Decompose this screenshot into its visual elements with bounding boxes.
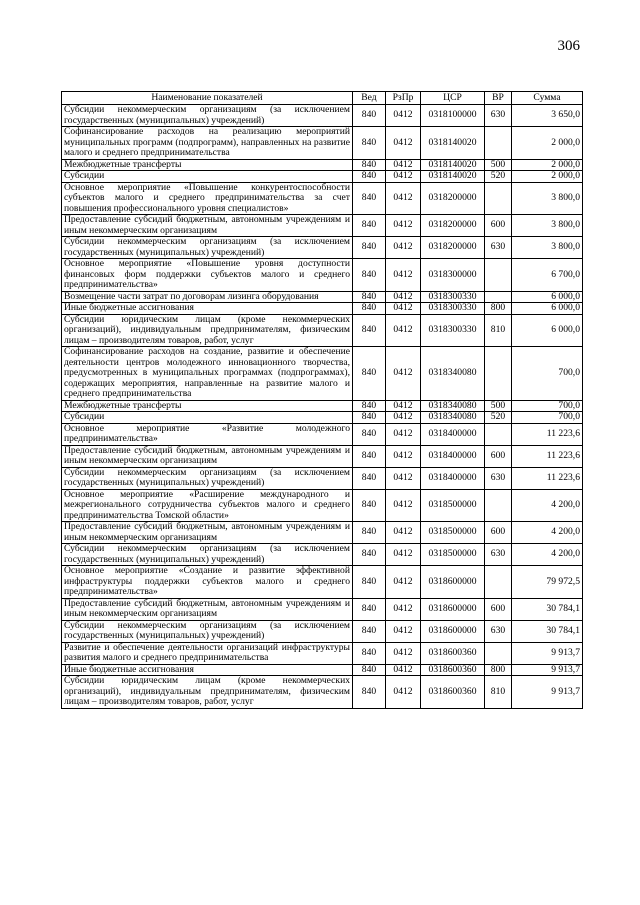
cell-sum: 3 800,0 (512, 237, 583, 259)
cell-name: Иные бюджетные ассигнования (62, 664, 353, 676)
cell-name: Основное мероприятие «Повышение конкурентоспособности субъектов малого и среднего предпринимательства за счет повышения профессионального уровня специалистов» (62, 182, 353, 215)
cell-ved: 840 (353, 159, 386, 171)
cell-vr: 630 (485, 237, 512, 259)
cell-vr (485, 489, 512, 522)
cell-csr: 0318140020 (421, 159, 485, 171)
cell-ved: 840 (353, 127, 386, 160)
cell-rzpr: 0412 (386, 412, 421, 424)
cell-ved: 840 (353, 291, 386, 303)
cell-vr: 600 (485, 215, 512, 237)
cell-rzpr: 0412 (386, 620, 421, 642)
cell-ved: 840 (353, 182, 386, 215)
cell-rzpr: 0412 (386, 171, 421, 183)
cell-vr (485, 127, 512, 160)
cell-csr: 0318340080 (421, 400, 485, 412)
header-ved: Вед (353, 92, 386, 105)
cell-sum: 11 223,6 (512, 467, 583, 489)
cell-sum: 6 700,0 (512, 259, 583, 292)
table-row (62, 467, 583, 489)
table-row (62, 347, 583, 401)
table-row (62, 303, 583, 315)
table-row (62, 159, 583, 171)
header-rzpr: РзПр (386, 92, 421, 105)
cell-ved: 840 (353, 423, 386, 445)
cell-csr: 0318300330 (421, 314, 485, 347)
cell-name: Субсидии некоммерческим организациям (за исключением государственных (муниципальных) учреждений) (62, 237, 353, 259)
cell-rzpr: 0412 (386, 423, 421, 445)
cell-sum: 700,0 (512, 347, 583, 401)
cell-sum: 6 000,0 (512, 291, 583, 303)
table-row (62, 489, 583, 522)
cell-name: Предоставление субсидий бюджетным, автономным учреждениям и иным некоммерческим организациям (62, 445, 353, 467)
cell-rzpr: 0412 (386, 544, 421, 566)
table-row (62, 259, 583, 292)
cell-sum: 700,0 (512, 400, 583, 412)
cell-vr: 520 (485, 171, 512, 183)
cell-name: Субсидии некоммерческим организациям (за исключением государственных (муниципальных) учреждений) (62, 105, 353, 127)
cell-rzpr: 0412 (386, 291, 421, 303)
cell-csr: 0318400000 (421, 445, 485, 467)
cell-csr: 0318300000 (421, 259, 485, 292)
cell-name: Основное мероприятие «Создание и развитие эффективной инфраструктуры поддержки субъектов малого и среднего предпринимательства» (62, 566, 353, 599)
cell-sum: 3 650,0 (512, 105, 583, 127)
cell-ved: 840 (353, 489, 386, 522)
cell-csr: 0318340080 (421, 412, 485, 424)
cell-ved: 840 (353, 467, 386, 489)
cell-csr: 0318600000 (421, 598, 485, 620)
cell-name: Субсидии некоммерческим организациям (за исключением государственных (муниципальных) учреждений) (62, 467, 353, 489)
table-row (62, 598, 583, 620)
cell-csr: 0318200000 (421, 182, 485, 215)
cell-sum: 3 800,0 (512, 215, 583, 237)
cell-name: Возмещение части затрат по договорам лизинга оборудования (62, 291, 353, 303)
cell-csr: 0318100000 (421, 105, 485, 127)
cell-vr: 810 (485, 314, 512, 347)
cell-name: Субсидии (62, 171, 353, 183)
cell-rzpr: 0412 (386, 127, 421, 160)
cell-sum: 2 000,0 (512, 171, 583, 183)
cell-sum: 6 000,0 (512, 303, 583, 315)
table-row (62, 544, 583, 566)
cell-vr (485, 566, 512, 599)
cell-vr (485, 423, 512, 445)
cell-rzpr: 0412 (386, 303, 421, 315)
cell-vr: 630 (485, 620, 512, 642)
cell-ved: 840 (353, 642, 386, 664)
table-row (62, 215, 583, 237)
cell-rzpr: 0412 (386, 566, 421, 599)
cell-ved: 840 (353, 237, 386, 259)
table-row (62, 314, 583, 347)
header-sum: Сумма (512, 92, 583, 105)
cell-vr (485, 642, 512, 664)
cell-sum: 11 223,6 (512, 445, 583, 467)
cell-csr: 0318200000 (421, 215, 485, 237)
cell-csr: 0318400000 (421, 423, 485, 445)
cell-vr: 600 (485, 522, 512, 544)
cell-name: Предоставление субсидий бюджетным, автономным учреждениям и иным некоммерческим организациям (62, 522, 353, 544)
table-row (62, 291, 583, 303)
cell-rzpr: 0412 (386, 467, 421, 489)
cell-rzpr: 0412 (386, 400, 421, 412)
cell-name: Предоставление субсидий бюджетным, автономным учреждениям и иным некоммерческим организациям (62, 598, 353, 620)
table-row (62, 676, 583, 709)
cell-ved: 840 (353, 314, 386, 347)
table-row (62, 412, 583, 424)
cell-ved: 840 (353, 620, 386, 642)
cell-sum: 4 200,0 (512, 544, 583, 566)
cell-sum: 2 000,0 (512, 127, 583, 160)
cell-csr: 0318200000 (421, 237, 485, 259)
table-row (62, 400, 583, 412)
cell-rzpr: 0412 (386, 489, 421, 522)
cell-vr: 600 (485, 598, 512, 620)
cell-ved: 840 (353, 215, 386, 237)
cell-vr: 520 (485, 412, 512, 424)
cell-sum: 30 784,1 (512, 620, 583, 642)
table-row (62, 171, 583, 183)
cell-vr (485, 182, 512, 215)
cell-ved: 840 (353, 676, 386, 709)
cell-rzpr: 0412 (386, 314, 421, 347)
table-row (62, 423, 583, 445)
cell-ved: 840 (353, 171, 386, 183)
cell-sum: 2 000,0 (512, 159, 583, 171)
cell-name: Основное мероприятие «Повышение уровня доступности финансовых форм поддержки субъектов малого и среднего предпринимательства» (62, 259, 353, 292)
cell-name: Софинансирование расходов на реализацию мероприятий муниципальных программ (подпрограмм), направленных на развитие малого и среднего предпринимательства (62, 127, 353, 160)
cell-rzpr: 0412 (386, 642, 421, 664)
cell-csr: 0318600360 (421, 676, 485, 709)
cell-csr: 0318600000 (421, 566, 485, 599)
cell-vr: 630 (485, 544, 512, 566)
cell-csr: 0318400000 (421, 467, 485, 489)
cell-vr: 800 (485, 303, 512, 315)
cell-vr (485, 291, 512, 303)
cell-name: Межбюджетные трансферты (62, 159, 353, 171)
table-header-row (62, 92, 583, 105)
cell-csr: 0318300330 (421, 303, 485, 315)
cell-sum: 4 200,0 (512, 522, 583, 544)
cell-rzpr: 0412 (386, 664, 421, 676)
cell-vr (485, 347, 512, 401)
cell-rzpr: 0412 (386, 215, 421, 237)
header-name: Наименование показателей (62, 92, 353, 105)
table-row (62, 620, 583, 642)
cell-rzpr: 0412 (386, 347, 421, 401)
cell-ved: 840 (353, 303, 386, 315)
table-row (62, 445, 583, 467)
cell-csr: 0318500000 (421, 489, 485, 522)
cell-name: Субсидии некоммерческим организациям (за исключением государственных (муниципальных) учреждений) (62, 620, 353, 642)
cell-vr: 800 (485, 664, 512, 676)
header-csr: ЦСР (421, 92, 485, 105)
cell-csr: 0318600000 (421, 620, 485, 642)
cell-csr: 0318500000 (421, 522, 485, 544)
cell-vr: 500 (485, 400, 512, 412)
cell-sum: 700,0 (512, 412, 583, 424)
cell-ved: 840 (353, 598, 386, 620)
cell-sum: 3 800,0 (512, 182, 583, 215)
cell-ved: 840 (353, 400, 386, 412)
cell-name: Межбюджетные трансферты (62, 400, 353, 412)
cell-sum: 11 223,6 (512, 423, 583, 445)
table-row (62, 664, 583, 676)
cell-name: Иные бюджетные ассигнования (62, 303, 353, 315)
cell-sum: 30 784,1 (512, 598, 583, 620)
cell-csr: 0318340080 (421, 347, 485, 401)
cell-ved: 840 (353, 544, 386, 566)
cell-vr: 810 (485, 676, 512, 709)
table-row (62, 127, 583, 160)
cell-ved: 840 (353, 445, 386, 467)
cell-vr: 600 (485, 445, 512, 467)
cell-ved: 840 (353, 522, 386, 544)
cell-ved: 840 (353, 259, 386, 292)
cell-vr: 500 (485, 159, 512, 171)
table-row (62, 237, 583, 259)
cell-csr: 0318140020 (421, 171, 485, 183)
table-row (62, 182, 583, 215)
budget-table (61, 91, 583, 709)
cell-rzpr: 0412 (386, 182, 421, 215)
cell-name: Предоставление субсидий бюджетным, автономным учреждениям и иным некоммерческим организациям (62, 215, 353, 237)
cell-sum: 9 913,7 (512, 642, 583, 664)
cell-rzpr: 0412 (386, 445, 421, 467)
cell-vr: 630 (485, 467, 512, 489)
cell-rzpr: 0412 (386, 676, 421, 709)
cell-ved: 840 (353, 664, 386, 676)
header-vr: ВР (485, 92, 512, 105)
cell-ved: 840 (353, 412, 386, 424)
cell-rzpr: 0412 (386, 598, 421, 620)
cell-csr: 0318500000 (421, 544, 485, 566)
cell-rzpr: 0412 (386, 159, 421, 171)
cell-name: Основное мероприятие «Развитие молодежного предпринимательства» (62, 423, 353, 445)
table-row (62, 522, 583, 544)
cell-sum: 4 200,0 (512, 489, 583, 522)
cell-csr: 0318140020 (421, 127, 485, 160)
cell-name: Субсидии юридическим лицам (кроме некоммерческих организаций), индивидуальным предпринимателям, физическим лицам – производителям товаров, работ, услуг (62, 676, 353, 709)
cell-name: Софинансирование расходов на создание, развитие и обеспечение деятельности центров молодежного инновационного творчества, предусмотренных в муниципальных программах (подпрограммах), содержащих мероприятия, направленные на развитие малого и среднего предпринимательства (62, 347, 353, 401)
cell-sum: 9 913,7 (512, 664, 583, 676)
cell-name: Субсидии юридическим лицам (кроме некоммерческих организаций), индивидуальным предпринимателям, физическим лицам – производителям товаров, работ, услуг (62, 314, 353, 347)
cell-csr: 0318600360 (421, 642, 485, 664)
cell-csr: 0318300330 (421, 291, 485, 303)
table-row (62, 566, 583, 599)
cell-name: Развитие и обеспечение деятельности организаций инфраструктуры развития малого и среднего предпринимательства (62, 642, 353, 664)
table-body (62, 105, 583, 709)
cell-csr: 0318600360 (421, 664, 485, 676)
cell-ved: 840 (353, 347, 386, 401)
cell-rzpr: 0412 (386, 105, 421, 127)
cell-ved: 840 (353, 105, 386, 127)
cell-vr: 630 (485, 105, 512, 127)
cell-vr (485, 259, 512, 292)
table-row (62, 105, 583, 127)
cell-name: Субсидии некоммерческим организациям (за исключением государственных (муниципальных) учреждений) (62, 544, 353, 566)
page-number: 306 (557, 38, 580, 54)
cell-name: Субсидии (62, 412, 353, 424)
cell-sum: 79 972,5 (512, 566, 583, 599)
cell-rzpr: 0412 (386, 522, 421, 544)
cell-ved: 840 (353, 566, 386, 599)
cell-sum: 9 913,7 (512, 676, 583, 709)
cell-rzpr: 0412 (386, 259, 421, 292)
cell-rzpr: 0412 (386, 237, 421, 259)
table-row (62, 642, 583, 664)
cell-name: Основное мероприятие «Расширение международного и межрегионального сотрудничества субъектов малого и среднего предпринимательства Томской области» (62, 489, 353, 522)
cell-sum: 6 000,0 (512, 314, 583, 347)
